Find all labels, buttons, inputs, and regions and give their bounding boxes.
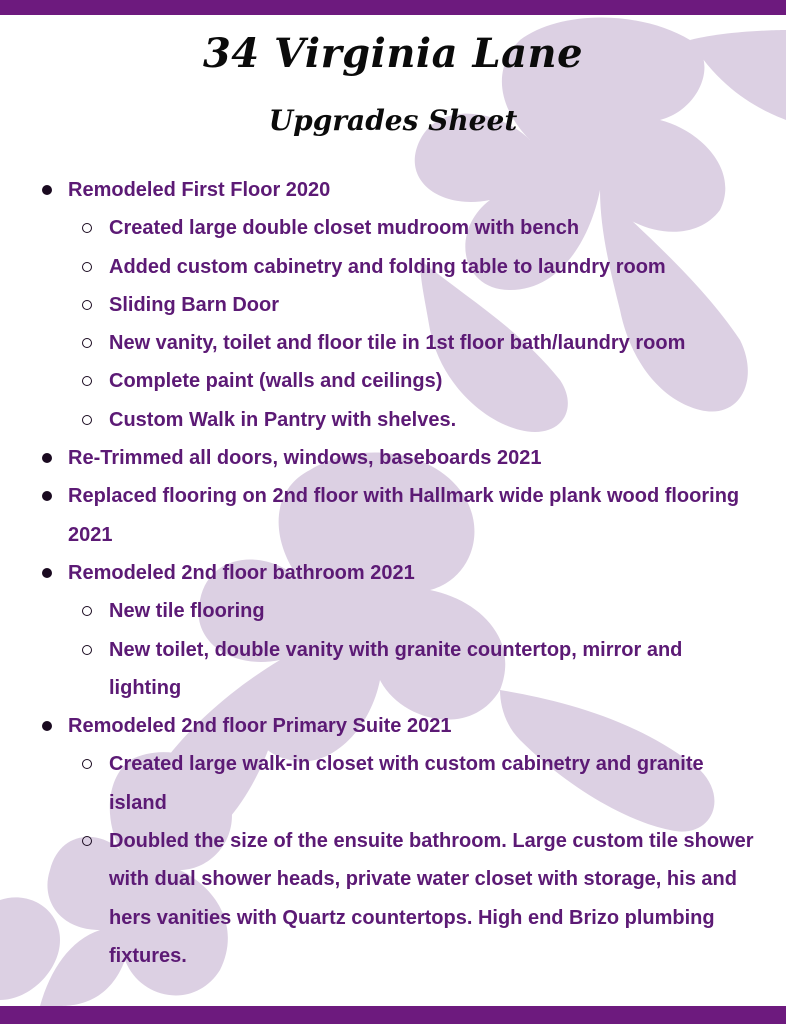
sublist-item-text: Sliding Barn Door bbox=[109, 293, 279, 316]
sublist-item-text: Custom Walk in Pantry with shelves. bbox=[109, 408, 457, 431]
list-item-text: Remodeled 2nd floor Primary Suite 2021 bbox=[68, 715, 452, 738]
sublist-item-text: New toilet, double vanity with granite countertop, mirror and lighting bbox=[109, 638, 683, 699]
bullet-icon bbox=[42, 491, 52, 501]
list-item bbox=[40, 439, 760, 477]
sublist-item-text: Created large double closet mudroom with bench bbox=[109, 217, 580, 240]
sublist-item bbox=[68, 401, 760, 439]
list-item-text: Re-Trimmed all doors, windows, baseboards 2021 bbox=[68, 447, 542, 470]
list-item-text: Remodeled 2nd floor bathroom 2021 bbox=[68, 561, 415, 584]
sublist-item bbox=[68, 209, 760, 247]
sublist-item-text: Complete paint (walls and ceilings) bbox=[109, 370, 443, 393]
page-subtitle: Upgrades Sheet bbox=[268, 104, 518, 137]
bullet-icon bbox=[42, 721, 52, 731]
sub-bullet-icon bbox=[82, 606, 92, 616]
sublist-item bbox=[68, 362, 760, 400]
sublist-item bbox=[68, 286, 760, 324]
sublist-item bbox=[68, 822, 760, 975]
sublist-item-text: New vanity, toilet and floor tile in 1st floor bath/laundry room bbox=[109, 332, 686, 355]
list-item bbox=[40, 554, 760, 707]
bullet-icon bbox=[42, 453, 52, 463]
sublist-item bbox=[68, 248, 760, 286]
sublist-item-text: Doubled the size of the ensuite bathroom. Large custom tile shower with dual shower heads, private water closet with storage, his and hers vanities with Quartz countertops. High end Brizo plumbing fixtures. bbox=[109, 830, 754, 967]
sub-bullet-icon bbox=[82, 300, 92, 310]
upgrades-list bbox=[40, 171, 760, 975]
sublist bbox=[68, 745, 760, 975]
list-item bbox=[40, 171, 760, 439]
sublist-item-text: New tile flooring bbox=[109, 600, 265, 623]
sub-bullet-icon bbox=[82, 759, 92, 769]
sub-bullet-icon bbox=[82, 223, 92, 233]
sub-bullet-icon bbox=[82, 262, 92, 272]
sublist-item bbox=[68, 631, 760, 708]
sublist-item bbox=[68, 745, 760, 822]
bullet-icon bbox=[42, 185, 52, 195]
list-item bbox=[40, 477, 760, 554]
sublist-item-text: Added custom cabinetry and folding table to laundry room bbox=[109, 255, 666, 278]
sublist-item bbox=[68, 324, 760, 362]
sublist-item bbox=[68, 592, 760, 630]
sub-bullet-icon bbox=[82, 338, 92, 348]
page-title: 34 Virginia Lane bbox=[202, 30, 584, 77]
list-item-text: Remodeled First Floor 2020 bbox=[68, 179, 331, 201]
sub-bullet-icon bbox=[82, 836, 92, 846]
sublist-item-text: Created large walk-in closet with custom cabinetry and granite island bbox=[109, 753, 704, 814]
bottom-accent-bar bbox=[0, 1006, 786, 1024]
sub-bullet-icon bbox=[82, 415, 92, 425]
sublist bbox=[68, 592, 760, 707]
sub-bullet-icon bbox=[82, 376, 92, 386]
list-item bbox=[40, 707, 760, 975]
bullet-icon bbox=[42, 568, 52, 578]
sublist bbox=[68, 209, 760, 439]
sub-bullet-icon bbox=[82, 645, 92, 655]
list-item-text: Replaced flooring on 2nd floor with Hallmark wide plank wood flooring 2021 bbox=[68, 485, 740, 546]
